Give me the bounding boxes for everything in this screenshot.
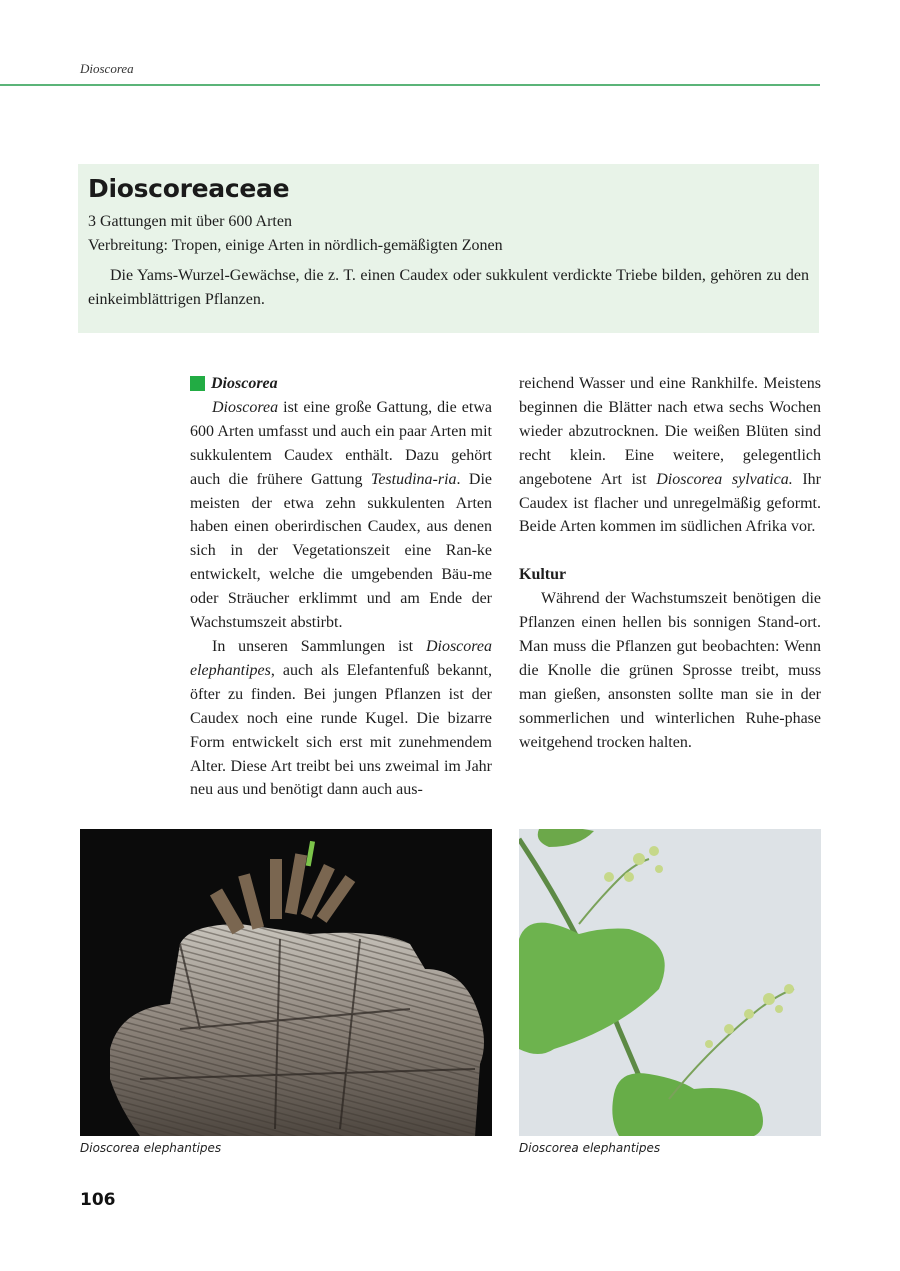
- genus-heading: [190, 372, 492, 396]
- left-text-column: [190, 372, 492, 802]
- genus-heading-text: Dioscorea: [211, 375, 278, 392]
- text-run: . Die meisten der etwa zehn sukkulenten Arten haben einen oberirdischen Caudex, aus denen sich in der Vegetationszeit eine Ran-ke entwickelt, welche die umgebenden Bäu-me oder Sträucher erklimmt und am Ende der Wachstumszeit abstirbt.: [190, 470, 492, 632]
- italic-genus-name: Dioscorea: [212, 398, 279, 416]
- distribution: Verbreitung: Tropen, einige Arten in nördlich-gemäßigten Zonen: [88, 237, 503, 254]
- text-run: ist eine große Gattung, die etwa 600 Arten umfasst und auch ein paar Arten mit sukkulentem Caudex enthält. Dazu gehört auch die frühere Gattung: [190, 398, 492, 488]
- caudex-plant-photo: [80, 829, 492, 1136]
- text-run: In unseren Sammlungen ist: [212, 637, 426, 655]
- caudex-image: [80, 829, 492, 1136]
- running-head: Dioscorea: [80, 61, 134, 76]
- page-number: 106: [80, 1190, 116, 1210]
- family-title: Dioscoreaceae: [88, 174, 290, 203]
- paragraph-genus-intro: [190, 396, 492, 635]
- italic-species-name: Dioscorea elephantipes: [190, 637, 492, 679]
- italic-species-name: Dioscorea sylvatica.: [656, 470, 793, 488]
- vine-image: [519, 829, 821, 1136]
- figure-caption-left: Dioscorea elephantipes: [80, 1141, 222, 1155]
- family-description: Die Yams-Wurzel-Gewächse, die z. T. einen Caudex oder sukkulent verdickte Triebe bilden, gehören zu den einkeimblättrigen Pflanzen.: [88, 267, 809, 308]
- paragraph-kultur: Während der Wachstumszeit benötigen die Pflanzen einen hellen bis sonnigen Stand-ort. Man muss die Pflanzen gut beobachten: Wenn die Knolle die grünen Sprosse treibt, muss man gießen, ansonsten sollte man sie in der sommerlichen und winterlichen Ruhe-phase weitgehend trocken halten.: [519, 590, 821, 751]
- genera-count: 3 Gattungen mit über 600 Arten: [88, 213, 292, 230]
- italic-genus-name: Testudina-ria: [370, 470, 457, 488]
- paragraph-collections: [190, 635, 492, 802]
- header-rule: [0, 84, 820, 86]
- family-info-box: [78, 164, 819, 333]
- paragraph-continuation: reichend Wasser und eine Rankhilfe. Meistens beginnen die Blätter nach etwa sechs Wochen wieder abzutrocknen. Die weißen Blüten sind recht klein. Eine weitere, gelegentlich angebotene Art ist Dioscorea sylvatica. Ihr Caudex ist flacher und unregelmäßig geformt. Beide Arten kommen im südlichen Afrika vor.: [519, 375, 822, 536]
- kultur-heading: Kultur: [519, 566, 567, 584]
- figure-caption-right: Dioscorea elephantipes: [519, 1141, 661, 1155]
- text-run: , auch als Elefantenfuß bekannt, öfter zu finden. Bei jungen Pflanzen ist der Caudex noch eine runde Kugel. Die bizarre Form entwickelt sich erst mit zunehmendem Alter. Diese Art treibt bei uns zweimal im Jahr neu aus und benötigt dann auch aus-: [190, 661, 492, 799]
- right-text-column: [519, 372, 821, 755]
- green-square-marker-icon: [190, 376, 205, 391]
- vine-with-flowers-photo: [519, 829, 821, 1136]
